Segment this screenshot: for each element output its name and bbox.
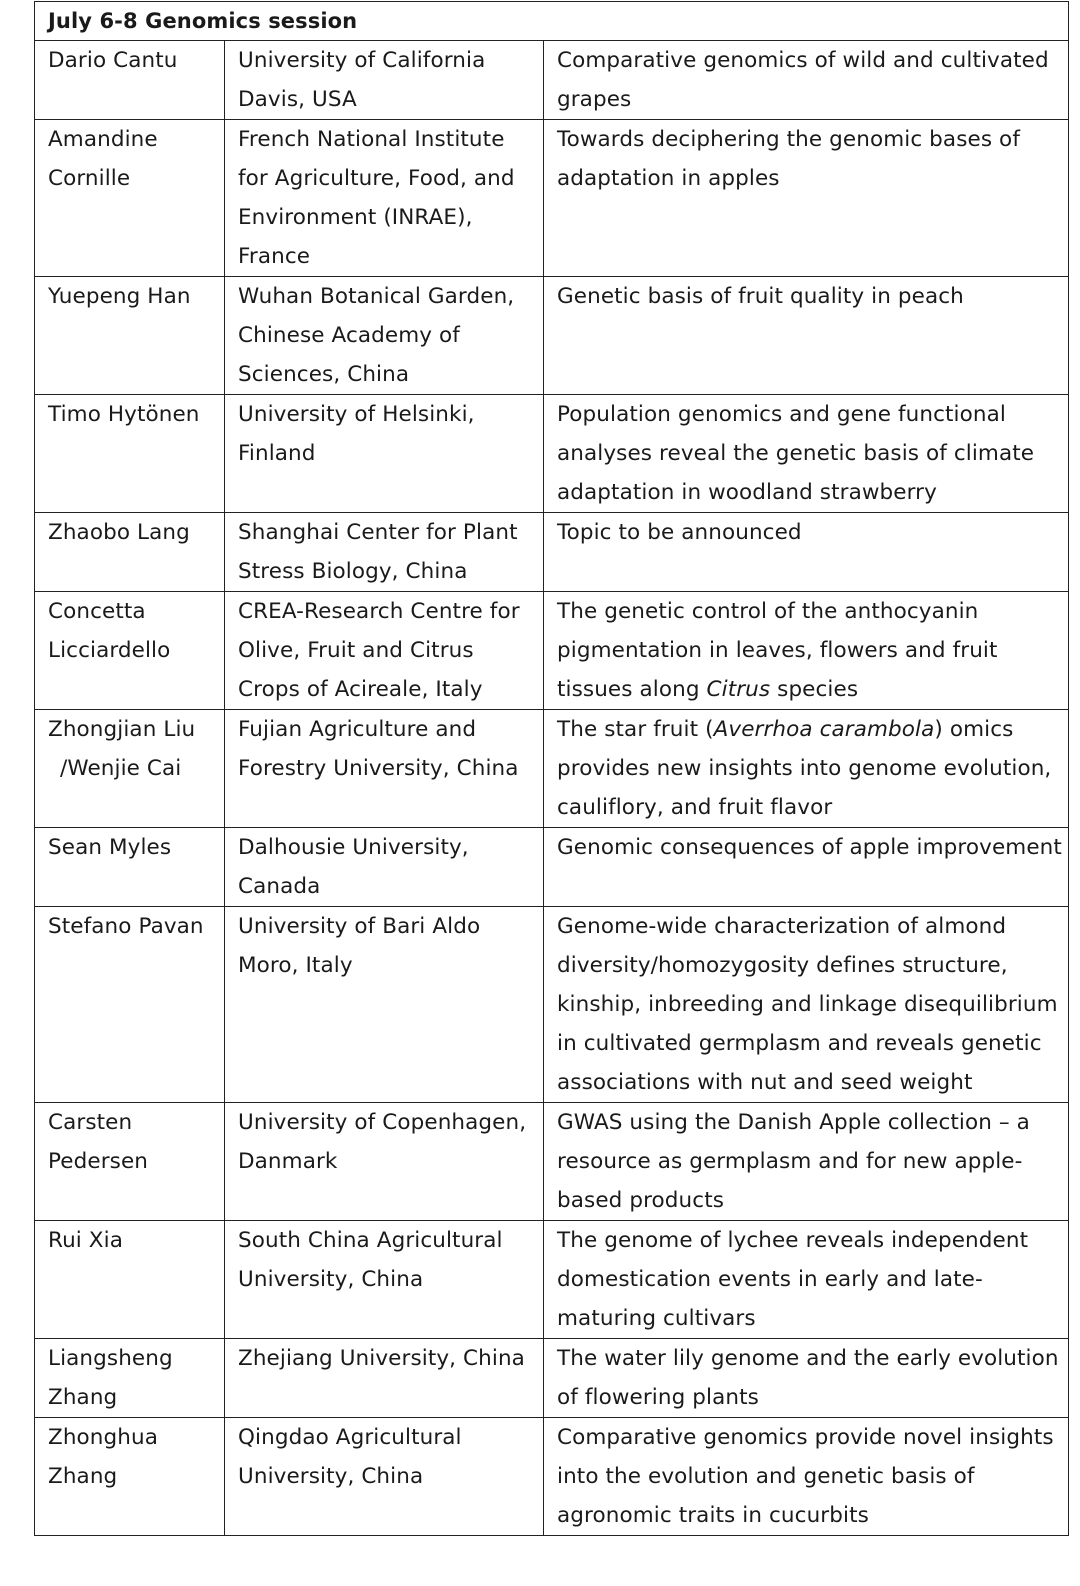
topic-line: agronomic traits in cucurbits xyxy=(557,1503,869,1528)
institution-line: Davis, USA xyxy=(238,87,357,112)
institution-line: University, China xyxy=(238,1464,424,1489)
institution-line: Crops of Acireale, Italy xyxy=(238,677,483,702)
speaker-name-line: Stefano Pavan xyxy=(48,914,204,939)
speaker-row xyxy=(35,1221,1069,1339)
topic-line: cauliflory, and fruit flavor xyxy=(557,795,833,820)
topic-line: Topic to be announced xyxy=(557,520,802,545)
talk-topic xyxy=(544,907,1069,1103)
topic-line: associations with nut and seed weight xyxy=(557,1070,973,1095)
speaker-institution xyxy=(225,1103,544,1221)
speaker-row xyxy=(35,1418,1069,1536)
topic-line: pigmentation in leaves, flowers and fruit xyxy=(557,638,998,663)
topic-line: GWAS using the Danish Apple collection – a xyxy=(557,1110,1030,1135)
talk-topic xyxy=(544,1418,1069,1536)
talk-topic xyxy=(544,513,1069,592)
speaker-name-line: Rui Xia xyxy=(48,1228,123,1253)
institution-line: Forestry University, China xyxy=(238,756,519,781)
topic-line: of flowering plants xyxy=(557,1385,759,1410)
institution-line: Canada xyxy=(238,874,321,899)
topic-line: Comparative genomics provide novel insights xyxy=(557,1425,1054,1450)
speaker-name-line: Zhang xyxy=(48,1385,118,1410)
topic-line: Comparative genomics of wild and cultivated xyxy=(557,48,1049,73)
institution-line: CREA-Research Centre for xyxy=(238,599,520,624)
topic-line: adaptation in woodland strawberry xyxy=(557,480,937,505)
speaker-name-line: Zhonghua xyxy=(48,1425,159,1450)
speaker-name-line: Sean Myles xyxy=(48,835,172,860)
institution-line: Shanghai Center for Plant xyxy=(238,520,518,545)
talk-topic xyxy=(544,592,1069,710)
talk-topic xyxy=(544,1221,1069,1339)
topic-line: The genetic control of the anthocyanin xyxy=(557,599,979,624)
speaker-name-line: /Wenjie Cai xyxy=(60,756,182,781)
topic-line: Towards deciphering the genomic bases of xyxy=(557,127,1020,152)
institution-line: Moro, Italy xyxy=(238,953,353,978)
institution-line: French National Institute xyxy=(238,127,505,152)
topic-line: Genomic consequences of apple improvement xyxy=(557,835,1062,860)
speaker-row xyxy=(35,1103,1069,1221)
speaker-row xyxy=(35,828,1069,907)
talk-topic xyxy=(544,277,1069,395)
speaker-institution xyxy=(225,828,544,907)
talk-topic xyxy=(544,1339,1069,1418)
speaker-institution xyxy=(225,41,544,120)
speaker-row xyxy=(35,1339,1069,1418)
speaker-name-line: Concetta xyxy=(48,599,146,624)
institution-line: Chinese Academy of xyxy=(238,323,460,348)
talk-topic xyxy=(544,120,1069,277)
topic-line: in cultivated germplasm and reveals genetic xyxy=(557,1031,1042,1056)
topic-line: based products xyxy=(557,1188,725,1213)
speaker-name xyxy=(35,1103,225,1221)
speaker-name xyxy=(35,907,225,1103)
topic-line: resource as germplasm and for new apple- xyxy=(557,1149,1023,1174)
institution-line: University of Bari Aldo xyxy=(238,914,481,939)
talk-topic xyxy=(544,1103,1069,1221)
speaker-institution xyxy=(225,1418,544,1536)
topic-line: grapes xyxy=(557,87,632,112)
speaker-row xyxy=(35,120,1069,277)
institution-line: Zhejiang University, China xyxy=(238,1346,525,1371)
topic-line: provides new insights into genome evolution, xyxy=(557,756,1052,781)
speaker-institution xyxy=(225,277,544,395)
institution-line: Sciences, China xyxy=(238,362,410,387)
speaker-institution xyxy=(225,1339,544,1418)
speaker-institution xyxy=(225,513,544,592)
institution-line: University of Helsinki, xyxy=(238,402,475,427)
speaker-institution xyxy=(225,120,544,277)
speaker-name-line: Amandine xyxy=(48,127,158,152)
topic-line: maturing cultivars xyxy=(557,1306,756,1331)
speaker-institution xyxy=(225,592,544,710)
institution-line: Environment (INRAE), xyxy=(238,205,473,230)
topic-line: domestication events in early and late- xyxy=(557,1267,983,1292)
institution-line: Finland xyxy=(238,441,316,466)
speaker-row xyxy=(35,907,1069,1103)
topic-line: analyses reveal the genetic basis of climate xyxy=(557,441,1035,466)
topic-line: The genome of lychee reveals independent xyxy=(557,1228,1029,1253)
topic-text: The star fruit ( xyxy=(557,717,714,742)
talk-topic xyxy=(544,395,1069,513)
institution-line: University of California xyxy=(238,48,486,73)
speaker-name xyxy=(35,710,225,828)
speaker-name-line: Carsten xyxy=(48,1110,133,1135)
speaker-name xyxy=(35,41,225,120)
speaker-institution xyxy=(225,710,544,828)
speaker-name xyxy=(35,120,225,277)
institution-line: Danmark xyxy=(238,1149,338,1174)
talk-topic xyxy=(544,828,1069,907)
institution-line: for Agriculture, Food, and xyxy=(238,166,515,191)
speaker-name xyxy=(35,513,225,592)
speaker-name-line: Pedersen xyxy=(48,1149,148,1174)
speaker-name-line: Licciardello xyxy=(48,638,171,663)
speaker-name-line: Zhang xyxy=(48,1464,118,1489)
topic-line: The water lily genome and the early evolution xyxy=(557,1346,1059,1371)
topic-line: Genome-wide characterization of almond xyxy=(557,914,1007,939)
topic-line: kinship, inbreeding and linkage disequilibrium xyxy=(557,992,1058,1017)
topic-text: ) omics xyxy=(934,717,1014,742)
topic-text: species xyxy=(770,677,859,702)
speaker-name-line: Cornille xyxy=(48,166,131,191)
speaker-name xyxy=(35,277,225,395)
topic-line: diversity/homozygosity defines structure, xyxy=(557,953,1008,978)
topic-line xyxy=(557,710,1060,749)
institution-line: Dalhousie University, xyxy=(238,835,469,860)
speaker-name xyxy=(35,1339,225,1418)
topic-line: Population genomics and gene functional xyxy=(557,402,1006,427)
topic-line: adaptation in apples xyxy=(557,166,780,191)
speaker-name xyxy=(35,592,225,710)
speaker-name xyxy=(35,1418,225,1536)
institution-line: University, China xyxy=(238,1267,424,1292)
speaker-row xyxy=(35,41,1069,120)
institution-line: University of Copenhagen, xyxy=(238,1110,527,1135)
talk-topic xyxy=(544,41,1069,120)
session-title: July 6-8 Genomics session xyxy=(35,2,1069,41)
speaker-row xyxy=(35,710,1069,828)
speaker-row xyxy=(35,592,1069,710)
speaker-name xyxy=(35,1221,225,1339)
speaker-name-line: Zhongjian Liu xyxy=(48,717,196,742)
topic-line xyxy=(557,670,1060,709)
species-name-italic: Averrhoa carambola xyxy=(713,717,935,742)
institution-line: Wuhan Botanical Garden, xyxy=(238,284,515,309)
speaker-row xyxy=(35,513,1069,592)
talk-topic xyxy=(544,710,1069,828)
institution-line: Fujian Agriculture and xyxy=(238,717,477,742)
species-name-italic: Citrus xyxy=(706,677,771,702)
speaker-name-line: Dario Cantu xyxy=(48,48,178,73)
speaker-institution xyxy=(225,1221,544,1339)
session-title-row xyxy=(35,2,1069,41)
topic-line: Genetic basis of fruit quality in peach xyxy=(557,284,964,309)
genomics-session-table xyxy=(34,1,1069,1536)
topic-text: tissues along xyxy=(557,677,707,702)
speaker-institution xyxy=(225,395,544,513)
speaker-name xyxy=(35,395,225,513)
speaker-name-line: Yuepeng Han xyxy=(48,284,191,309)
speaker-name-line: Timo Hytönen xyxy=(48,402,200,427)
speaker-row xyxy=(35,395,1069,513)
speaker-name xyxy=(35,828,225,907)
topic-line: into the evolution and genetic basis of xyxy=(557,1464,975,1489)
speaker-institution xyxy=(225,907,544,1103)
speaker-name-line: Zhaobo Lang xyxy=(48,520,190,545)
institution-line: France xyxy=(238,244,311,269)
institution-line: South China Agricultural xyxy=(238,1228,503,1253)
institution-line: Qingdao Agricultural xyxy=(238,1425,462,1450)
institution-line: Olive, Fruit and Citrus xyxy=(238,638,474,663)
institution-line: Stress Biology, China xyxy=(238,559,468,584)
speaker-name-line: Liangsheng xyxy=(48,1346,173,1371)
speaker-row xyxy=(35,277,1069,395)
